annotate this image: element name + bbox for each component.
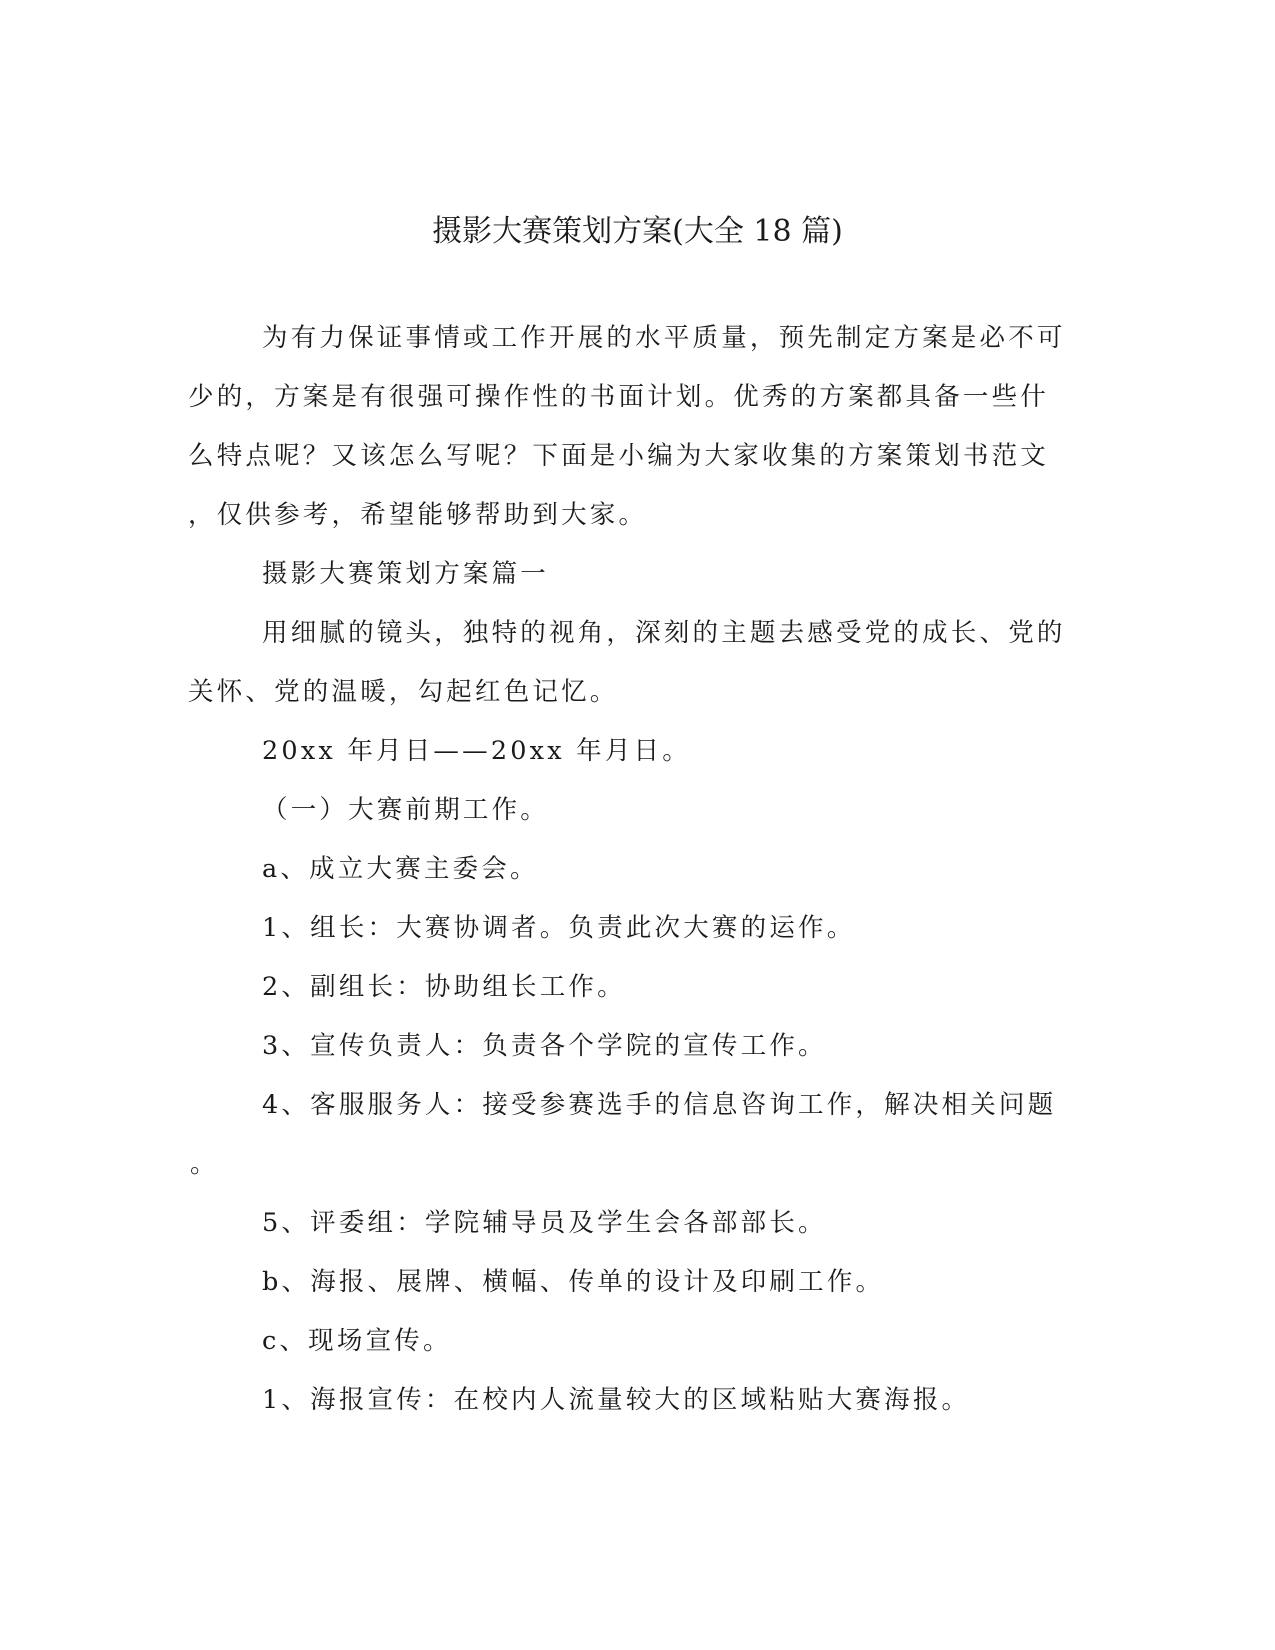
list-item: 3、宣传负责人：负责各个学院的宣传工作。 xyxy=(262,1031,827,1061)
document-title: 摄影大赛策划方案(大全 18 篇) xyxy=(432,214,843,249)
paragraph-line: 用细腻的镜头，独特的视角，深刻的主题去感受党的成长、党的 xyxy=(262,618,1066,648)
list-item: a、成立大赛主委会。 xyxy=(262,854,539,884)
list-item: 1、组长：大赛协调者。负责此次大赛的运作。 xyxy=(262,913,856,943)
paragraph-line: 。 xyxy=(190,1149,219,1179)
paragraph-line: 么特点呢？又该怎么写呢？下面是小编为大家收集的方案策划书范文 xyxy=(188,441,1050,471)
paragraph-line: ，仅供参考，希望能够帮助到大家。 xyxy=(188,500,648,530)
list-item: 5、评委组：学院辅导员及学生会各部部长。 xyxy=(262,1208,827,1238)
paragraph-line: 少的，方案是有很强可操作性的书面计划。优秀的方案都具备一些什 xyxy=(188,382,1050,412)
list-item: 2、副组长：协助组长工作。 xyxy=(262,972,626,1002)
paragraph-line: （一）大赛前期工作。 xyxy=(262,795,550,825)
list-item: 4、客服服务人：接受参赛选手的信息咨询工作，解决相关问题 xyxy=(262,1090,1057,1120)
list-item: 1、海报宣传：在校内人流量较大的区域粘贴大赛海报。 xyxy=(262,1385,971,1415)
paragraph-line: 关怀、党的温暖，勾起红色记忆。 xyxy=(188,677,619,707)
paragraph-line: 20xx 年月日——20xx 年月日。 xyxy=(262,736,691,766)
list-item: b、海报、展牌、横幅、传单的设计及印刷工作。 xyxy=(262,1267,885,1297)
paragraph-line: 为有力保证事情或工作开展的水平质量，预先制定方案是必不可 xyxy=(262,323,1066,353)
list-item: c、现场宣传。 xyxy=(262,1326,452,1356)
section-heading: 摄影大赛策划方案篇一 xyxy=(262,559,550,589)
